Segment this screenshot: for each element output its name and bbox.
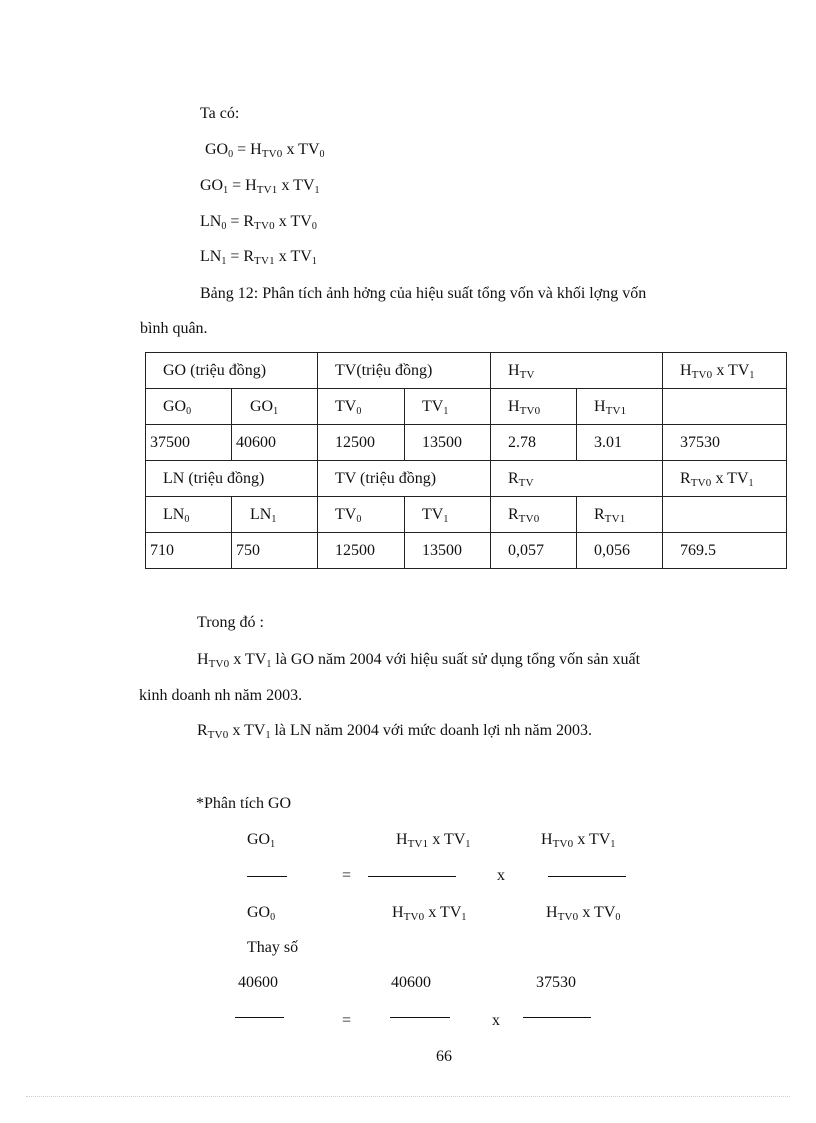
table-cell: 2.78: [491, 425, 577, 461]
tv-header-2: TV (triệu đồng): [318, 461, 491, 497]
empty-cell: [663, 389, 787, 425]
table-cell: 40600: [232, 425, 318, 461]
explain1-line1: $H_{TV0}$ x $TV_1$ là GO năm 2004 với hiệu suất sử dụng tổng vốn sản xuất: [197, 651, 641, 670]
fraction-den-mid: $H_{TV0}$ x $TV_1$: [392, 904, 467, 923]
r-product-header: $R_{TV0}$ x $TV_1$: [663, 461, 787, 497]
numeric-equals: =: [342, 1012, 352, 1029]
page-number: 66: [436, 1048, 452, 1065]
h-product-header: $H_{TV0}$ x $TV_1$: [663, 353, 787, 389]
substitute-label: Thay số: [247, 939, 299, 956]
table-row: [146, 389, 787, 425]
htv0-header: $H_{TV0}$: [491, 389, 577, 425]
empty-cell: [663, 497, 787, 533]
formula-ln1: $LN_1 = R_{TV1}$ x $TV_1$: [200, 248, 317, 267]
numeric-bar-left: [235, 1017, 284, 1018]
ln-header: LN (triệu đồng): [146, 461, 318, 497]
table-row: [146, 461, 787, 497]
numeric-times: x: [492, 1012, 500, 1029]
numeric-right: 37530: [536, 974, 576, 991]
formula-go1: $GO_1 = H_{TV1}$ x $TV_1$: [200, 177, 320, 196]
table-cell: 750: [232, 533, 318, 569]
table-cell: 0,057: [491, 533, 577, 569]
explain2: $R_{TV0}$ x $TV_1$ là LN năm 2004 với mức doanh lợi nh năm 2003.: [197, 722, 593, 741]
table-row: [146, 497, 787, 533]
analysis-title: *Phân tích GO: [196, 795, 292, 812]
table-cell: 13500: [405, 425, 491, 461]
table-row: [146, 353, 787, 389]
table-row: [146, 533, 787, 569]
numeric-bar-mid: [390, 1017, 450, 1018]
numeric-left: 40600: [238, 974, 278, 991]
formula-ln0: $LN_0 = R_{TV0}$ x $TV_0$: [200, 213, 317, 232]
table-cell: 710: [146, 533, 232, 569]
tv0-header-2: $TV_0$: [318, 497, 405, 533]
table-caption-line2: bình quân.: [140, 320, 208, 337]
page-bottom-divider: [26, 1096, 790, 1097]
rtv1-header: $R_{TV1}$: [577, 497, 663, 533]
table-cell: 13500: [405, 533, 491, 569]
fraction-num-left: $GO_1$: [247, 831, 276, 850]
numeric-bar-right: [523, 1017, 591, 1018]
fraction-bar-right: [548, 876, 626, 877]
fraction-times: x: [497, 867, 505, 884]
fraction-num-mid: $H_{TV1}$ x $TV_1$: [396, 831, 471, 850]
fraction-bar-mid: [368, 876, 456, 877]
analysis-table: [145, 352, 787, 569]
tv1-header: $TV_1$: [405, 389, 491, 425]
fraction-bar-left: [247, 876, 287, 877]
table-cell: 12500: [318, 533, 405, 569]
table-cell: 37500: [146, 425, 232, 461]
go-header: GO (triệu đồng): [146, 353, 318, 389]
tv0-header: $TV_0$: [318, 389, 405, 425]
table-cell: 12500: [318, 425, 405, 461]
formula-go0: $GO_0 = H_{TV0}$ x $TV_0$: [205, 141, 325, 160]
htv-header: $H_{TV}$: [491, 353, 663, 389]
htv1-header: $H_{TV1}$: [577, 389, 663, 425]
explain1-line2: kinh doanh nh năm 2003.: [139, 687, 303, 704]
table-row: [146, 425, 787, 461]
table-caption-line1: Bảng 12: Phân tích ảnh hởng của hiệu suất tổng vốn và khối lợng vốn: [200, 285, 647, 302]
fraction-num-right: $H_{TV0}$ x $TV_1$: [541, 831, 616, 850]
ln1-header: $LN_1$: [232, 497, 318, 533]
table-cell: 37530: [663, 425, 787, 461]
fraction-equals: =: [342, 867, 352, 884]
intro-text: Ta có:: [200, 105, 240, 122]
numeric-mid: 40600: [391, 974, 431, 991]
table-cell: 769.5: [663, 533, 787, 569]
table-cell: 3.01: [577, 425, 663, 461]
fraction-den-right: $H_{TV0}$ x $TV_0$: [546, 904, 621, 923]
tv1-header-2: $TV_1$: [405, 497, 491, 533]
go0-header: $GO_0$: [146, 389, 232, 425]
fraction-den-left: $GO_0$: [247, 904, 276, 923]
rtv0-header: $R_{TV0}$: [491, 497, 577, 533]
rtv-header: $R_{TV}$: [491, 461, 663, 497]
table-cell: 0,056: [577, 533, 663, 569]
go1-header: $GO_1$: [232, 389, 318, 425]
tv-header: TV(triệu đồng): [318, 353, 491, 389]
ln0-header: $LN_0$: [146, 497, 232, 533]
where-label: Trong đó :: [197, 614, 264, 631]
